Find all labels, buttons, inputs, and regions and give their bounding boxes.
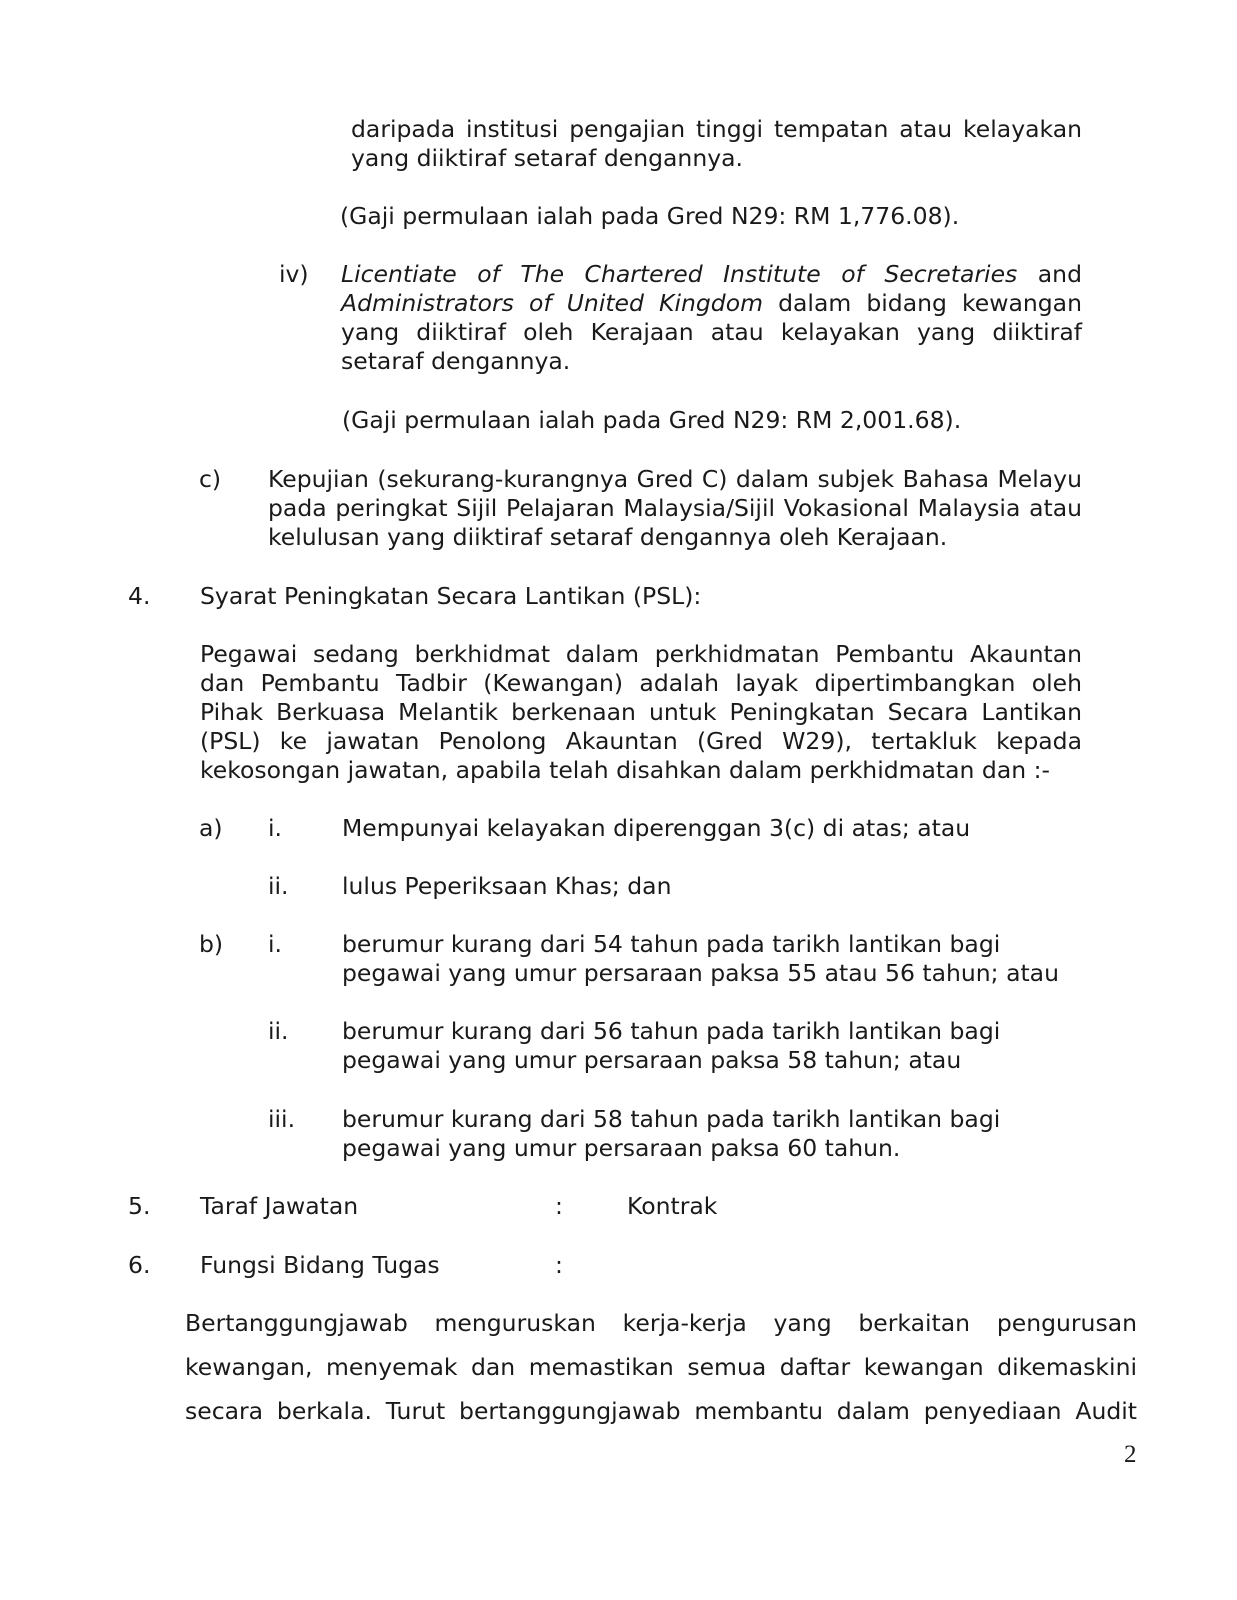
section-4b-label: b) [199, 930, 224, 958]
item-c-text: Kepujian (sekurang-kurangnya Gred C) dalam subjek Bahasa Melayu pada peringkat Sijil Pelajaran Malaysia/Sijil Vokasional Malaysia atau kelulusan yang diiktiraf setaraf dengannya oleh Kerajaan. [268, 465, 1082, 551]
item-iv-rest: dalam bidang kewangan yang diiktiraf oleh Kerajaan atau kelayakan yang diiktiraf setaraf dengannya. [341, 289, 1082, 375]
item-c-label: c) [199, 465, 222, 493]
section-4-title: Syarat Peningkatan Secara Lantikan (PSL): [200, 582, 702, 610]
section-4-paragraph: Pegawai sedang berkhidmat dalam perkhidmatan Pembantu Akauntan dan Pembantu Tadbir (Kewangan) adalah layak dipertimbangkan oleh Pihak Berkuasa Melantik berkenaan untuk Peningkatan Secara Lantikan (PSL) ke jawatan Penolong Akauntan (Gred W29), tertakluk kepada kekosongan jawatan, apabila telah disahkan dalam perkhidmatan dan :- [200, 640, 1082, 784]
section-4b-ii-number: ii. [268, 1017, 289, 1045]
section-6-number: 6. [128, 1251, 151, 1279]
section-4b-i-line1: berumur kurang dari 54 tahun pada tarikh lantikan bagi [342, 930, 1001, 958]
section-6-line-3: secara berkala. Turut bertanggungjawab membantu dalam penyediaan Audit [185, 1397, 1137, 1425]
item-iv-italic-2: Administrators of United Kingdom [341, 289, 763, 317]
section-4b-i-line2: pegawai yang umur persaraan paksa 55 atau 56 tahun; atau [342, 959, 1059, 987]
section-5-label: Taraf Jawatan [200, 1192, 359, 1220]
section-5-number: 5. [128, 1192, 151, 1220]
section-4a-ii-text: lulus Peperiksaan Khas; dan [342, 872, 672, 900]
salary-note-n29-2001: (Gaji permulaan ialah pada Gred N29: RM 2,001.68). [342, 406, 962, 434]
item-iv-text [341, 260, 1082, 376]
item-iv-number: iv) [279, 260, 309, 288]
section-4-number: 4. [128, 582, 151, 610]
section-4b-ii-line2: pegawai yang umur persaraan paksa 58 tahun; atau [342, 1046, 962, 1074]
item-iv-and: and [1017, 260, 1082, 288]
section-4a-ii-number: ii. [268, 872, 289, 900]
section-4b-iii-line1: berumur kurang dari 58 tahun pada tarikh lantikan bagi [342, 1105, 1001, 1133]
section-4b-iii-number: iii. [268, 1105, 296, 1133]
section-4b-ii-line1: berumur kurang dari 56 tahun pada tarikh lantikan bagi [342, 1017, 1001, 1045]
continuation-paragraph: daripada institusi pengajian tinggi tempatan atau kelayakan yang diiktiraf setaraf dengannya. [351, 115, 1082, 172]
item-iv-italic-1: Licentiate of The Chartered Institute of Secretaries [341, 260, 1018, 288]
page-number: 2 [1124, 1441, 1137, 1468]
section-4a-label: a) [199, 814, 223, 842]
section-4a-i-number: i. [268, 814, 282, 842]
section-6-label: Fungsi Bidang Tugas [200, 1251, 440, 1279]
section-5-colon: : [555, 1192, 563, 1220]
section-6-colon: : [555, 1251, 563, 1279]
section-4b-iii-line2: pegawai yang umur persaraan paksa 60 tahun. [342, 1134, 901, 1162]
section-5-value: Kontrak [627, 1192, 718, 1220]
section-6-line-2: kewangan, menyemak dan memastikan semua daftar kewangan dikemaskini [185, 1353, 1137, 1381]
section-4a-i-text: Mempunyai kelayakan diperenggan 3(c) di atas; atau [342, 814, 971, 842]
salary-note-n29-1776: (Gaji permulaan ialah pada Gred N29: RM 1,776.08). [340, 202, 960, 230]
section-4b-i-number: i. [268, 930, 282, 958]
section-6-line-1: Bertanggungjawab menguruskan kerja-kerja yang berkaitan pengurusan [185, 1309, 1137, 1337]
